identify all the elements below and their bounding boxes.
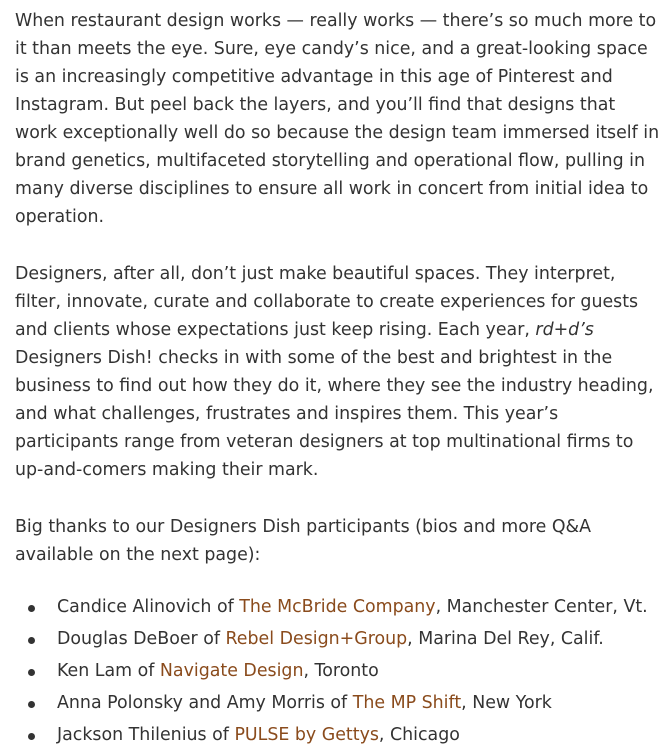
list-item — [15, 591, 661, 623]
participant-name: Jackson Thilenius of — [57, 725, 235, 745]
list-item — [15, 687, 661, 719]
publication-name: rd+d’s — [535, 320, 594, 340]
thanks-paragraph: Big thanks to our Designers Dish participants (bios and more Q&A available on the next page): — [15, 517, 592, 565]
designers-paragraph-start: Designers, after all, don’t just make beautiful spaces. They interpret, filter, innovate, curate and collaborate to create experiences for guests and clients whose expectations just keep rising. Each year, — [15, 264, 639, 340]
participant-location: , New York — [461, 693, 552, 713]
article-body — [15, 7, 661, 751]
participant-name: Candice Alinovich of — [57, 597, 240, 617]
participant-location: , Manchester Center, Vt. — [435, 597, 648, 617]
participant-location: , Marina Del Rey, Calif. — [407, 629, 604, 649]
participant-location: , Toronto — [303, 661, 379, 681]
bullet-icon — [28, 605, 35, 612]
participant-name: Anna Polonsky and Amy Morris of — [57, 693, 353, 713]
firm-link-rebel-design[interactable]: Rebel Design+Group — [225, 629, 408, 649]
bullet-icon — [28, 701, 35, 708]
bullet-icon — [28, 669, 35, 676]
participants-list — [15, 591, 661, 751]
list-item — [15, 655, 661, 687]
intro-paragraph: When restaurant design works — really works — there’s so much more to it than meets the eye. Sure, eye candy’s nice, and a great-looking space is an increasingly competitive advantage in this age of Pinterest and Instagram. But peel back the layers, and you’ll find that designs that work exceptionally well do so because the design team immersed itself in brand genetics, multifaceted storytelling and operational flow, pulling in many diverse disciplines to ensure all work in concert from initial idea to operation. — [15, 11, 660, 227]
firm-link-pulse-by-gettys[interactable]: PULSE by Gettys — [234, 725, 379, 745]
designers-paragraph-end: Designers Dish! checks in with some of the best and brightest in the business to find out how they do it, where they see the industry heading, and what challenges, frustrates and inspires them. This year’s participants range from veteran designers at top multinational firms to up-and-comers making their mark. — [15, 348, 654, 480]
bullet-icon — [28, 637, 35, 644]
firm-link-mcbride[interactable]: The McBride Company — [239, 597, 436, 617]
participant-name: Douglas DeBoer of — [57, 629, 226, 649]
designers-paragraph — [15, 260, 661, 484]
firm-link-navigate-design[interactable]: Navigate Design — [159, 661, 304, 681]
bullet-icon — [28, 733, 35, 740]
participant-name: Ken Lam of — [57, 661, 160, 681]
list-item — [15, 623, 661, 655]
firm-link-mp-shift[interactable]: The MP Shift — [352, 693, 462, 713]
list-item — [15, 719, 661, 751]
participant-location: , Chicago — [378, 725, 460, 745]
